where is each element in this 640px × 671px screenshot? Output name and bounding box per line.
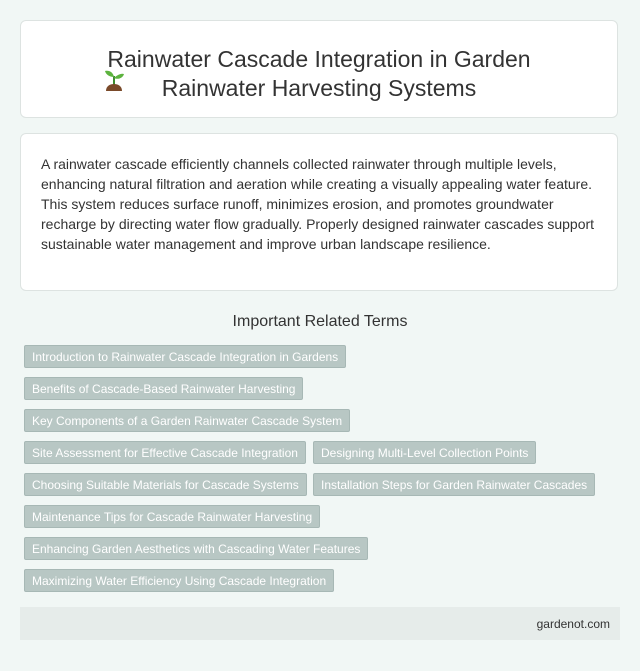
term-tag[interactable]: Enhancing Garden Aesthetics with Cascading Water Features	[24, 537, 368, 560]
term-tag[interactable]: Key Components of a Garden Rainwater Cascade System	[24, 409, 350, 432]
term-tag[interactable]: Benefits of Cascade-Based Rainwater Harvesting	[24, 377, 303, 400]
page-title: Rainwater Cascade Integration in Garden Rainwater Harvesting Systems	[107, 46, 531, 101]
term-tag[interactable]: Designing Multi-Level Collection Points	[313, 441, 536, 464]
term-tag[interactable]: Maintenance Tips for Cascade Rainwater Harvesting	[24, 505, 320, 528]
header-card	[20, 20, 618, 118]
description-card	[20, 133, 618, 291]
term-tag[interactable]: Introduction to Rainwater Cascade Integration in Gardens	[24, 345, 346, 368]
term-tag[interactable]: Installation Steps for Garden Rainwater Cascades	[313, 473, 595, 496]
footer-bar	[20, 607, 620, 640]
related-terms-heading: Important Related Terms	[232, 313, 408, 330]
term-tag[interactable]: Choosing Suitable Materials for Cascade Systems	[24, 473, 307, 496]
footer-site-link[interactable]: gardenot.com	[536, 617, 610, 631]
term-tag[interactable]: Maximizing Water Efficiency Using Cascade Integration	[24, 569, 334, 592]
description-text: A rainwater cascade efficiently channels collected rainwater through multiple levels, enhancing natural filtration and aeration while creating a visually appealing water feature. This system reduces surface runoff, minimizes erosion, and promotes groundwater recharge by directing water flow gradually. Properly designed rainwater cascades support sustainable water management and improve urban landscape resilience.	[41, 156, 595, 252]
term-tag[interactable]: Site Assessment for Effective Cascade Integration	[24, 441, 306, 464]
